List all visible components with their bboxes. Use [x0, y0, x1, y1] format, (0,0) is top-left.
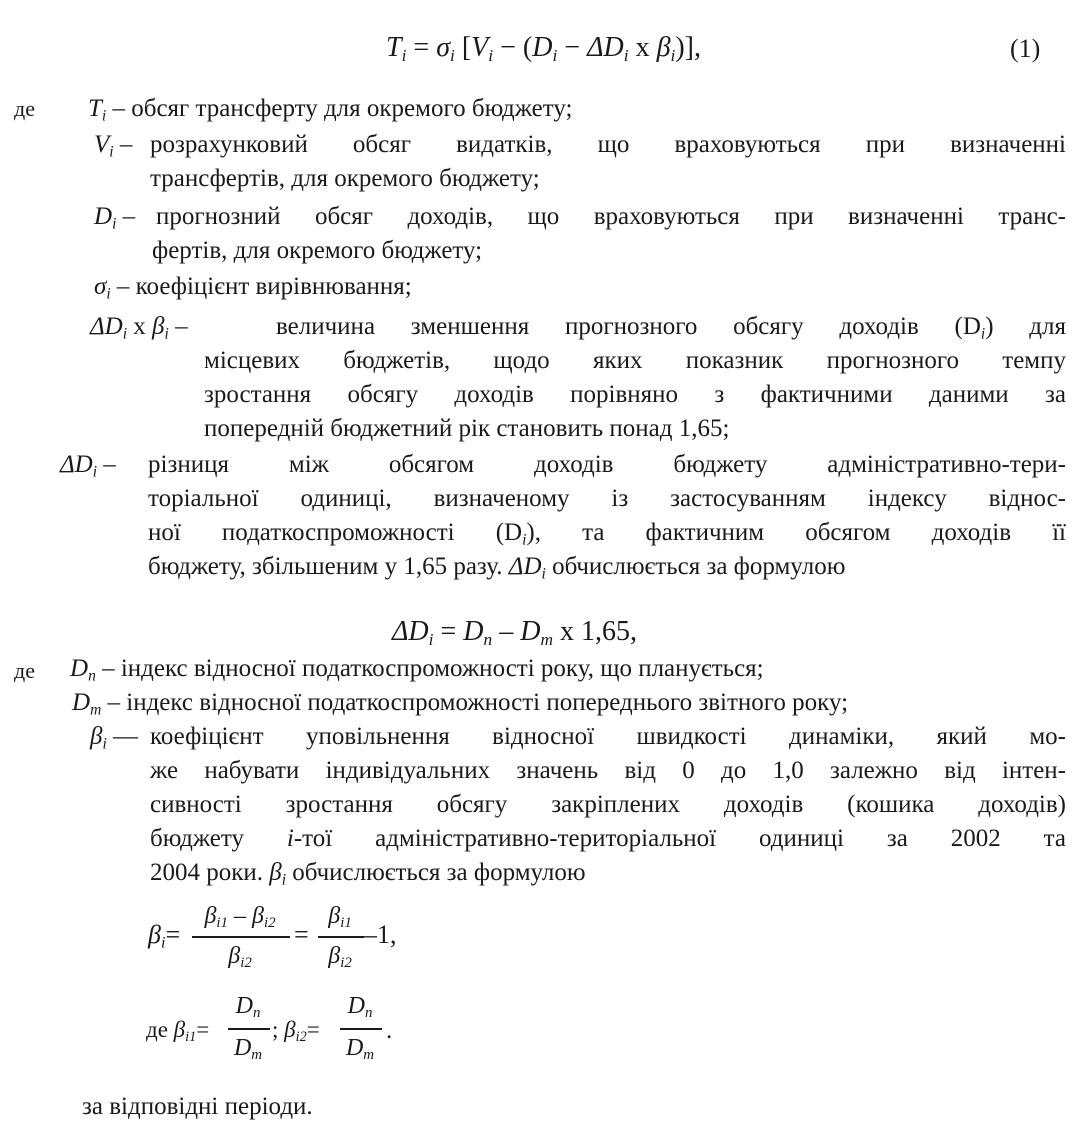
def-dd-symbol: $\Delta D_i$ – — [60, 451, 116, 481]
def-v-line2: трансфертів, для окремого бюджету; — [150, 165, 540, 192]
formula-1: $T_i = \sigma_i$ [$V_i - (D_i - \Delta D_i$ x $\beta_i$)], — [386, 32, 702, 65]
formula-4-end: . — [386, 1017, 393, 1044]
def-dd-line4: бюджету, збільшеним у 1,65 разу. $\Delta D_i$ обчислюється за формулою — [148, 553, 846, 583]
def-dd-line2: торіальної одиниці, визначеному із застосуванням індексу віднос- — [148, 485, 1066, 512]
closing-text: за відповідні періоди. — [82, 1093, 313, 1120]
formula-4-num1: $D_n$ — [235, 993, 261, 1022]
formula-4-den2: $D_m$ — [345, 1035, 375, 1064]
formula-3-den1: $\beta_{i2}$ — [228, 943, 252, 972]
def-dd-line1: різниця між обсягом доходів бюджету адміністративно-тери- — [148, 451, 1066, 478]
formula-3-eq2: = — [294, 920, 309, 949]
formula-4-den1: $D_m$ — [233, 1035, 263, 1064]
def-sigma: $\sigma_i$ – коефіцієнт вирівнювання; — [94, 273, 412, 303]
formula-4-bar1 — [228, 1028, 270, 1030]
def-beta-line3: сивності зростання обсягу закріплених доходів (кошика доходів) — [150, 791, 1066, 818]
formula-3-num2: $\beta_{i1}$ — [328, 903, 352, 932]
formula-2: $\Delta D_i = D_n - D_m$ x 1,65, — [392, 616, 637, 649]
formula-3-bar1 — [192, 936, 290, 938]
def-t: $T_i$ – обсяг трансферту для окремого бюджету; — [88, 95, 573, 125]
def-v-symbol: $V_i$ – — [94, 131, 133, 161]
where-label-2: де — [14, 658, 35, 683]
def-ddbeta-line1: величина зменшення прогнозного обсягу доходів $(D_i)$ для — [276, 313, 1066, 343]
def-v-line1: розрахунковий обсяг видатків, що враховуються при визначенні — [150, 131, 1066, 158]
def-d-line2: фертів, для окремого бюджету; — [152, 237, 483, 264]
def-dn: $D_n$ – індекс відносної податкоспроможності року, що планується; — [70, 655, 764, 685]
def-beta-line5: 2004 роки. $\beta_i$ обчислюється за формулою — [150, 859, 586, 889]
formula-1-number: (1) — [1010, 34, 1041, 63]
def-ddbeta-line2: місцевих бюджетів, щодо яких показник прогнозного темпу — [204, 347, 1066, 374]
formula-3-lhs: $\beta_i=$ — [148, 920, 181, 952]
def-d-symbol: $D_i$ – — [94, 203, 136, 233]
formula-3-den2: $\beta_{i2}$ — [328, 943, 352, 972]
formula-1-lhs: T — [386, 32, 402, 63]
formula-4-bar2 — [340, 1028, 382, 1030]
def-beta-line2: же набувати індивідуальних значень від 0 до 1,0 залежно від інтен- — [150, 757, 1066, 784]
def-beta-symbol: $\beta_i$ — — [90, 723, 139, 753]
def-d-line1: прогнозний обсяг доходів, що враховуються при визначенні транс- — [156, 203, 1066, 230]
def-dd-line3: ної податкоспроможності $(D_i)$, та фактичним обсягом доходів її — [148, 519, 1066, 549]
formula-3-bar2 — [318, 936, 364, 938]
formula-4-num2: $D_n$ — [347, 993, 373, 1022]
formula-3-num1: $\beta_{i1} - \beta_{i2}$ — [204, 903, 276, 932]
def-beta-line1: коефіцієнт уповільнення відносної швидкості динаміки, який мо- — [150, 723, 1066, 750]
where-label: де — [14, 96, 35, 121]
formula-3-tail: –1, — [364, 920, 397, 949]
def-dm: $D_m$ – індекс відносної податкоспроможності попереднього звітного року; — [72, 689, 849, 719]
def-beta-line4: бюджету i-тої адміністративно-територіальної одиниці за 2002 та — [150, 825, 1066, 852]
def-ddbeta-symbol: $\Delta D_i$ x $\beta_i$ – — [90, 313, 188, 343]
formula-4-b: ; $\beta_{i2}=$ — [272, 1017, 320, 1045]
def-ddbeta-line3: зростання обсягу доходів порівняно з фактичними даними за — [204, 381, 1066, 408]
def-ddbeta-line4: попередній бюджетний рік становить понад 1,65; — [204, 415, 730, 442]
formula-4-a: де $\beta_{i1}=$ — [146, 1017, 210, 1045]
